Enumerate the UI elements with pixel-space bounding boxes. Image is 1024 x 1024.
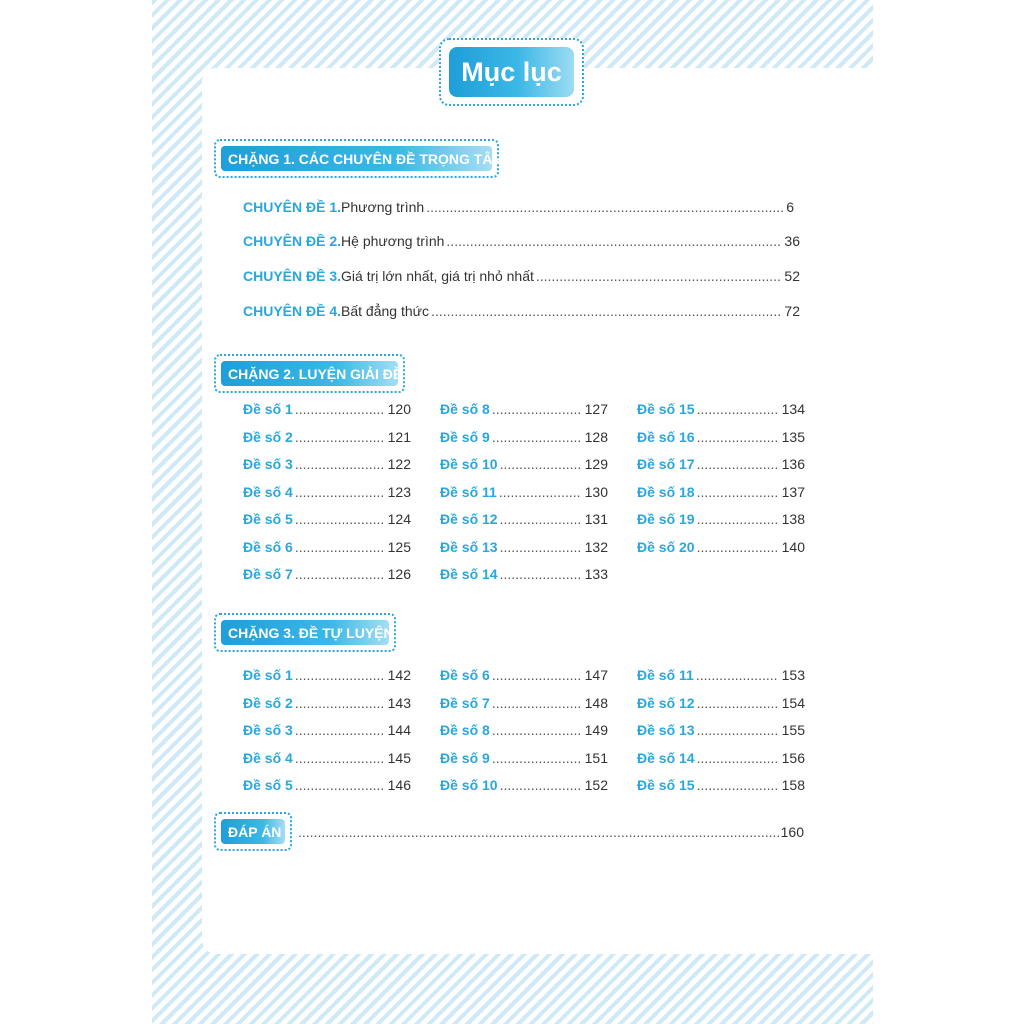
toc-entry-page: 158 [781,777,805,793]
toc-entry[interactable] [440,484,608,500]
toc-entry-page: 137 [781,483,805,500]
dot-leader [697,539,778,555]
toc-entry-label: Đề số 4 [243,483,293,500]
toc-entry[interactable] [243,484,411,500]
section1-label: CHẶNG 1. CÁC CHUYÊN ĐỀ TRỌNG TÂM [221,146,492,171]
dot-leader [295,456,384,472]
dot-leader [492,695,581,711]
toc-entry-page: 143 [387,694,411,711]
toc-entry-page: 135 [781,428,805,445]
toc-entry-label: Đề số 8 [440,401,490,417]
toc-entry-page: 153 [781,667,805,683]
dot-leader [499,484,581,500]
toc-entry[interactable] [440,511,608,527]
dot-leader [697,484,778,500]
toc-text: Bất đẳng thức [341,303,430,319]
toc-entry[interactable] [637,777,805,793]
toc-entry[interactable] [243,456,411,472]
toc-entry-label: Đề số 7 [243,566,293,582]
toc-entry-page: 145 [387,749,411,766]
dot-leader [446,233,782,249]
toc-entry-page: 134 [781,401,805,417]
toc-entry[interactable] [440,456,608,472]
dot-leader [426,199,784,215]
dot-leader [431,303,782,319]
toc-page: 160 [780,824,804,840]
toc-entry-label: Đề số 5 [243,777,293,793]
toc-entry[interactable] [243,539,411,555]
toc-entry-label: Đề số 3 [243,722,293,738]
toc-entry[interactable] [637,750,805,766]
toc-entry-label: Đề số 6 [440,667,490,683]
toc-entry-label: Đề số 10 [440,456,498,472]
toc-entry[interactable] [637,539,805,555]
toc-entry-page: 147 [584,667,608,683]
dot-leader [492,722,581,738]
toc-entry-label: Đề số 15 [637,777,695,793]
section2-header [214,354,405,393]
dot-leader [697,777,778,793]
dot-leader [295,777,384,793]
toc-entry-label: Đề số 7 [440,694,490,711]
toc-page: 52 [784,268,800,284]
toc-entry-page: 138 [781,511,805,527]
toc-entry[interactable] [440,695,608,711]
dot-leader [492,401,581,417]
toc-entry-page: 155 [781,722,805,738]
toc-entry[interactable] [440,750,608,766]
toc-row-answers[interactable] [296,824,804,840]
dot-leader [697,722,778,738]
toc-entry-page: 152 [584,777,608,793]
toc-entry-page: 151 [584,749,608,766]
dot-leader [697,695,778,711]
toc-entry-page: 149 [584,722,608,738]
dot-leader [295,429,384,445]
toc-entry-label: Đề số 8 [440,722,490,738]
dot-leader [697,750,778,766]
toc-text: Giá trị lớn nhất, giá trị nhỏ nhất [341,268,534,284]
dot-leader [298,824,779,840]
toc-entry-label: Đề số 5 [243,511,293,527]
dot-leader [295,401,384,417]
page-title: Mục lục [449,47,574,97]
toc-entry-page: 146 [387,777,411,793]
toc-entry-page: 140 [781,538,805,555]
dot-leader [295,695,384,711]
toc-entry[interactable] [243,777,411,793]
toc-entry[interactable] [637,429,805,445]
dot-leader [492,667,581,683]
toc-entry[interactable] [637,456,805,472]
toc-entry[interactable] [243,667,411,683]
toc-row-chuyende-3[interactable] [243,268,800,284]
toc-entry-page: 156 [781,749,805,766]
dot-leader [500,456,581,472]
toc-entry-page: 121 [387,428,411,445]
toc-entry-label: Đề số 14 [440,566,498,582]
toc-entry-page: 142 [387,667,411,683]
toc-entry[interactable] [637,722,805,738]
toc-entry-label: Đề số 1 [243,667,293,683]
dot-leader [492,429,581,445]
toc-entry-label: Đề số 9 [440,428,490,445]
toc-entry-page: 122 [387,456,411,472]
dot-leader [295,566,384,582]
toc-entry-page: 126 [387,566,411,582]
toc-entry-label: Đề số 6 [243,538,293,555]
toc-row-chuyende-4[interactable] [243,303,800,319]
section1-header [214,139,505,178]
toc-entry[interactable] [440,429,608,445]
toc-row-chuyende-1[interactable] [243,199,794,215]
toc-entry-page: 120 [387,401,411,417]
toc-entry[interactable] [440,722,608,738]
toc-entry-page: 127 [584,401,608,417]
toc-entry-label: Đề số 19 [637,511,695,527]
toc-page: 6 [786,199,794,215]
toc-entry-label: Đề số 20 [637,538,695,555]
toc-entry-page: 130 [584,483,608,500]
section3-header [214,613,396,652]
toc-entry-label: Đề số 1 [243,401,293,417]
dot-leader [500,511,581,527]
toc-entry-page: 128 [584,428,608,445]
toc-entry-label: Đề số 11 [440,483,497,500]
toc-entry-page: 154 [781,694,805,711]
toc-entry-label: Đề số 13 [440,538,498,555]
toc-entry-page: 129 [584,456,608,472]
toc-entry[interactable] [637,695,805,711]
dot-leader [295,539,384,555]
toc-entry-label: Đề số 12 [440,511,498,527]
toc-entry-label: Đề số 12 [637,694,695,711]
dot-leader [697,511,778,527]
dot-leader [500,566,581,582]
dot-leader [295,511,384,527]
section2-label: CHẶNG 2. LUYỆN GIẢI ĐỀ [221,361,398,386]
toc-entry[interactable] [637,667,805,683]
toc-entry[interactable] [243,750,411,766]
toc-entry-label: Đề số 11 [637,667,694,683]
toc-entry-label: Đề số 2 [243,428,293,445]
answers-label: ĐÁP ÁN [221,819,285,844]
toc-entry-page: 125 [387,538,411,555]
toc-text: Hệ phương trình [341,233,445,249]
toc-page: 72 [784,303,800,319]
toc-entry[interactable] [440,539,608,555]
toc-entry[interactable] [243,511,411,527]
toc-entry[interactable] [440,667,608,683]
toc-key: CHUYÊN ĐỀ 2. [243,233,342,249]
dot-leader [295,667,384,683]
toc-entry[interactable] [637,511,805,527]
dot-leader [492,750,581,766]
toc-entry-label: Đề số 14 [637,749,695,766]
toc-entry-page: 131 [584,511,608,527]
toc-entry-label: Đề số 16 [637,428,695,445]
dot-leader [500,539,581,555]
dot-leader [696,667,778,683]
toc-entry-label: Đề số 9 [440,749,490,766]
toc-entry-label: Đề số 2 [243,694,293,711]
toc-entry[interactable] [243,695,411,711]
toc-key: CHUYÊN ĐỀ 4. [243,303,342,319]
dot-leader [697,456,778,472]
toc-row-chuyende-2[interactable] [243,233,800,249]
toc-key: CHUYÊN ĐỀ 3. [243,268,342,284]
toc-entry-page: 136 [781,456,805,472]
dot-leader [536,268,783,284]
title-frame [439,38,584,106]
toc-entry-label: Đề số 4 [243,749,293,766]
toc-entry-label: Đề số 18 [637,483,695,500]
toc-entry-page: 144 [387,722,411,738]
answers-header [214,812,292,851]
dot-leader [500,777,581,793]
toc-entry[interactable] [440,566,608,582]
toc-entry-label: Đề số 3 [243,456,293,472]
toc-entry[interactable] [243,722,411,738]
dot-leader [697,401,778,417]
toc-text: Phương trình [341,199,425,215]
toc-entry-label: Đề số 17 [637,456,695,472]
toc-entry[interactable] [440,401,608,417]
toc-entry-label: Đề số 15 [637,401,695,417]
toc-entry-page: 123 [387,483,411,500]
toc-entry[interactable] [440,777,608,793]
toc-key: CHUYÊN ĐỀ 1. [243,199,342,215]
dot-leader [295,484,384,500]
toc-entry[interactable] [637,401,805,417]
toc-entry-page: 132 [584,538,608,555]
toc-entry[interactable] [243,566,411,582]
toc-entry[interactable] [243,429,411,445]
dot-leader [295,722,384,738]
toc-entry[interactable] [637,484,805,500]
dot-leader [295,750,384,766]
toc-entry-page: 133 [584,566,608,582]
toc-entry-label: Đề số 13 [637,722,695,738]
toc-entry[interactable] [243,401,411,417]
toc-entry-page: 148 [584,694,608,711]
toc-page: 36 [784,233,800,249]
dot-leader [697,429,778,445]
toc-entry-label: Đề số 10 [440,777,498,793]
toc-entry-page: 124 [387,511,411,527]
section3-label: CHẶNG 3. ĐỀ TỰ LUYỆN [221,620,389,645]
